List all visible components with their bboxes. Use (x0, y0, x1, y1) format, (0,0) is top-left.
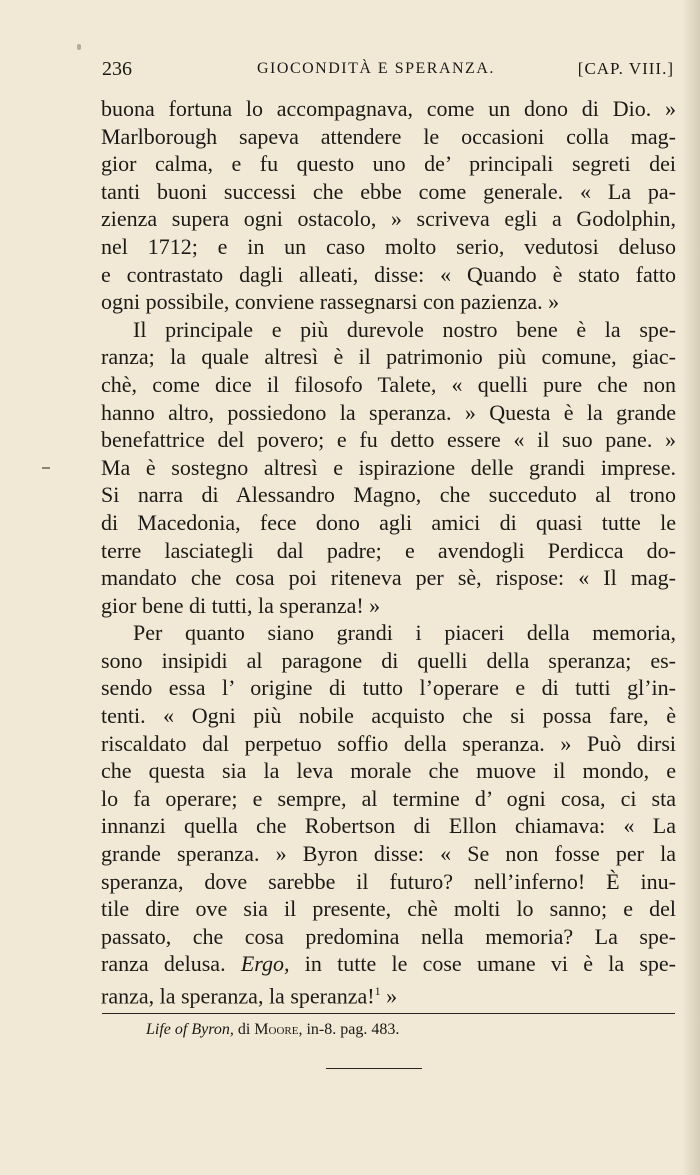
footnote-prefix: di (237, 1021, 251, 1038)
text-line-with-italic (101, 950, 676, 978)
text-line: grande speranza. » Byron disse: « Se non fosse per la (101, 841, 676, 867)
text-line: speranza, dove sarebbe il futuro? nell’inferno! È inu- (101, 868, 676, 894)
footnote (146, 1021, 399, 1039)
page-edge-shadow (682, 0, 700, 1175)
text-line: Ma è sostegno altresì e ispirazione delle grandi imprese. (101, 454, 676, 480)
text-line: zienza supera ogni ostacolo, » scriveva egli a Godolphin, (101, 206, 676, 232)
footnote-author: Moore, (254, 1021, 303, 1038)
text-line: riscaldato dal perpetuo soffio della speranza. » Può dirsi (101, 730, 676, 756)
footnote-reference: in-8. pag. 483. (306, 1021, 400, 1038)
text-line: sendo essa l’ origine di tutto l’operare e di tutti gl’in- (101, 675, 676, 701)
footnote-rule (102, 1013, 675, 1014)
text-line: che questa sia la leva morale che muove il mondo, e (101, 758, 676, 784)
text-line: tanti buoni successi che ebbe come generale. « La pa- (101, 178, 676, 204)
text-line: nel 1712; e in un caso molto serio, vedutosi deluso (101, 233, 676, 259)
text-line: tile dire ove sia il presente, chè molti lo sanno; e del (101, 896, 676, 922)
text-line: ogni possibile, conviene rassegnarsi con pazienza. » (101, 289, 560, 315)
text-line (101, 978, 676, 1009)
text-line: hanno altro, possiedono la speranza. » Questa è la grande (101, 399, 676, 425)
text-segment: in tutte le cose umane vi è la spe- (304, 951, 676, 977)
paragraph-first-line: Per quanto siano grandi i piaceri della memoria, (133, 620, 676, 646)
body-text (101, 95, 676, 1009)
margin-mark (42, 467, 50, 469)
running-header (102, 58, 674, 88)
text-line: Marlborough sapeva attendere le occasioni colla mag- (101, 123, 676, 149)
text-line: mandato che cosa poi riteneva per sè, rispose: « Il mag- (101, 565, 676, 591)
paper-speck (77, 44, 81, 50)
footnote-marker: 1 (374, 984, 381, 998)
text-line: gior bene di tutti, la speranza! » (101, 592, 381, 618)
text-line: sono insipidi al paragone di quelli della speranza; es- (101, 647, 676, 673)
text-line: innanzi quella che Robertson di Ellon chiamava: « La (101, 813, 676, 839)
footnote-title: Life of Byron, (146, 1021, 234, 1038)
text-line: terre lasciategli dal padre; e avendogli Perdicca do- (101, 537, 676, 563)
text-line: passato, che cosa predomina nella memoria? La spe- (101, 923, 676, 949)
text-line: gior calma, e fu questo uno de’ principali segreti dei (101, 151, 676, 177)
text-line: lo fa operare; e sempre, al termine d’ ogni cosa, ci sta (101, 785, 676, 811)
text-segment: » (386, 983, 398, 1009)
page-number: 236 (102, 58, 132, 80)
paragraph-first-line: Il principale e più durevole nostro bene è la spe- (133, 316, 676, 342)
text-segment: ranza delusa. (101, 951, 226, 977)
text-line: benefattrice del povero; e fu detto essere « il suo pane. » (101, 427, 676, 453)
text-line: Si narra di Alessandro Magno, che succeduto al trono (101, 482, 676, 508)
text-line: buona fortuna lo accompagnava, come un dono di Dio. » (101, 96, 676, 121)
text-segment: ranza, la speranza, la speranza! (101, 983, 375, 1009)
text-line: e contrastato dagli alleati, disse: « Quando è stato fatto (101, 261, 676, 287)
chapter-label: [CAP. VIII.] (577, 59, 674, 78)
text-line: di Macedonia, fece dono agli amici di quasi tutte le (101, 509, 676, 535)
italic-word-ergo: Ergo, (240, 951, 290, 977)
running-title: GIOCONDITÀ E SPERANZA. (257, 60, 495, 77)
text-line: chè, come dice il filosofo Talete, « quelli pure che non (101, 371, 676, 397)
end-rule (326, 1068, 422, 1069)
text-line: tenti. « Ogni più nobile acquisto che si possa fare, è (101, 703, 676, 729)
text-line: ranza; la quale altresì è il patrimonio più comune, giac- (101, 344, 676, 370)
